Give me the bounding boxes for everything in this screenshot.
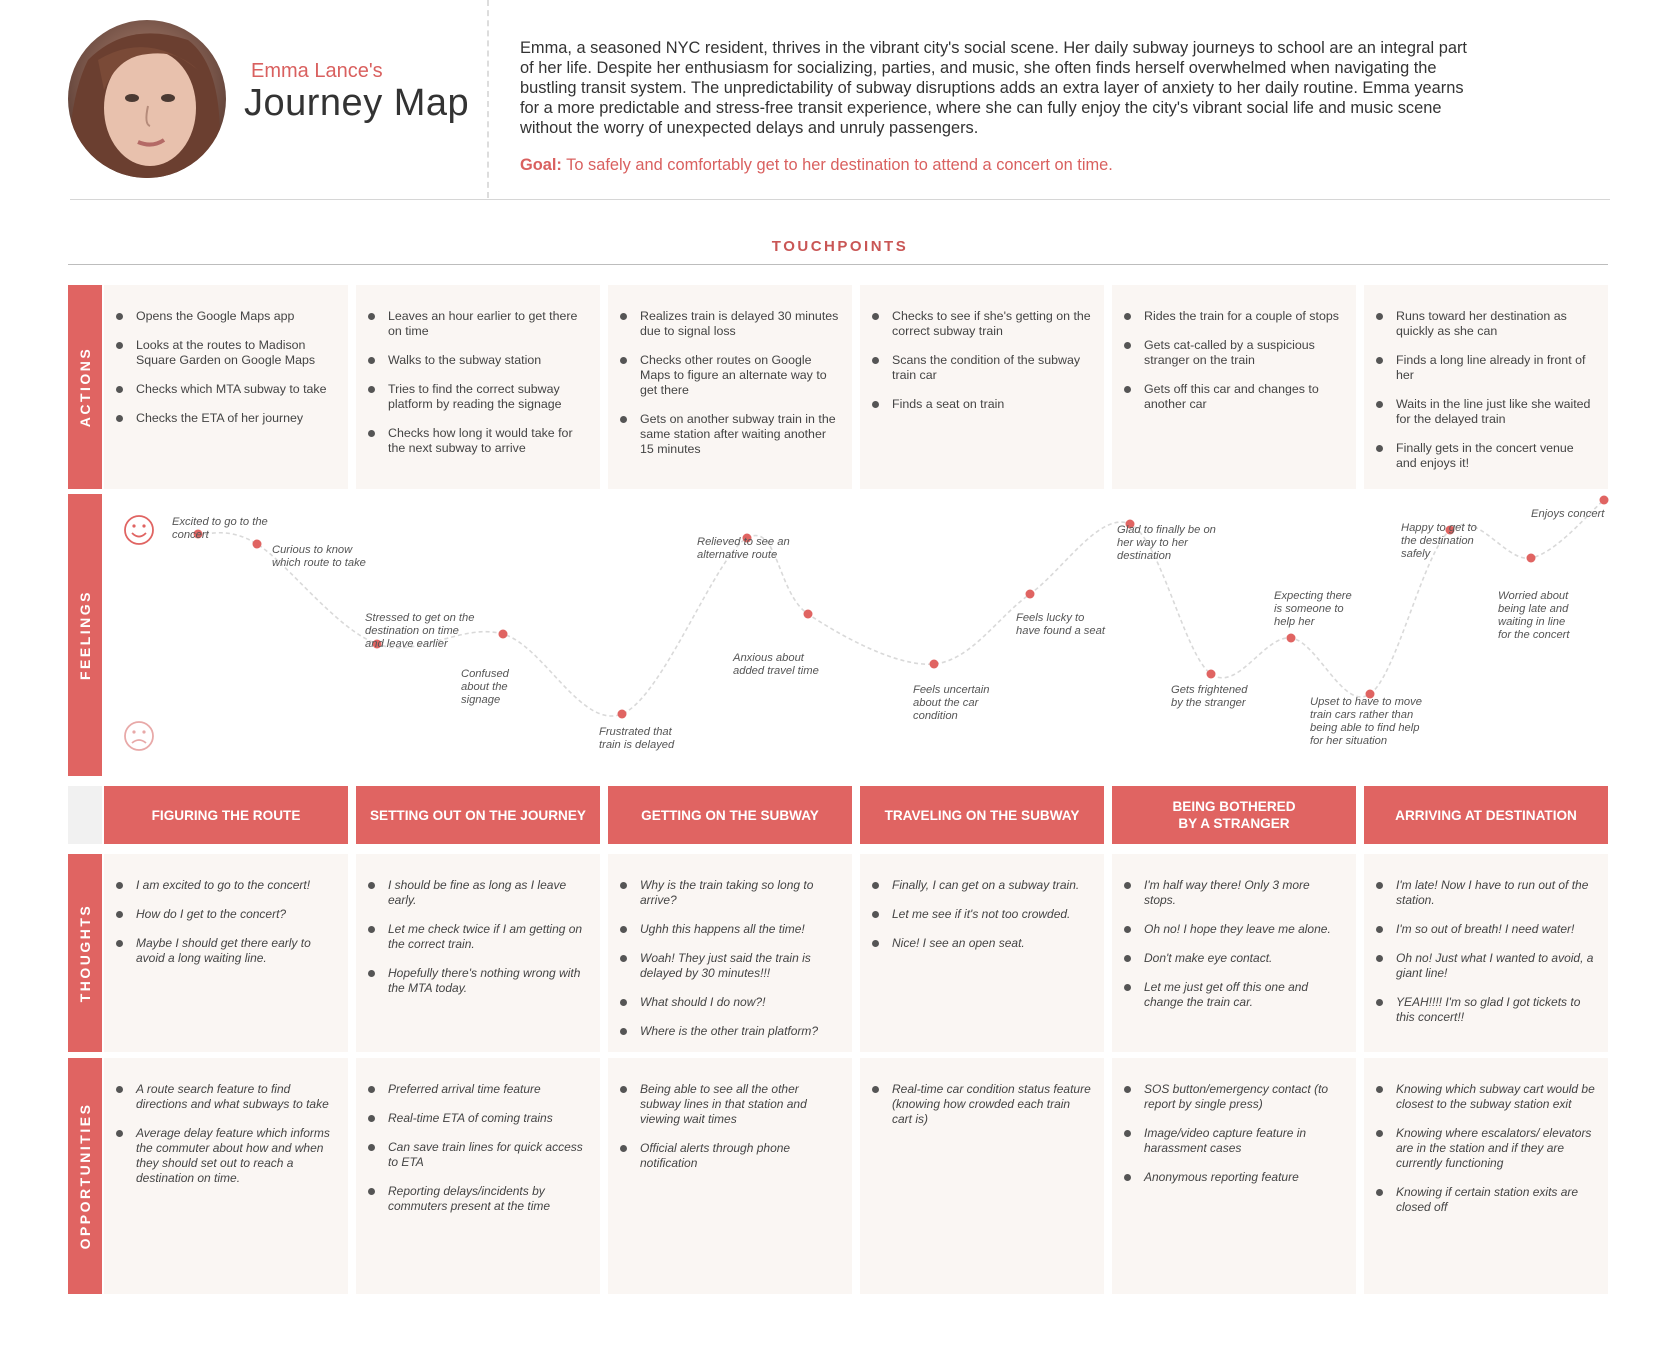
stage-header-2: SETTING OUT ON THE JOURNEY: [356, 786, 600, 844]
feeling-label-6: Relieved to see an alternative route: [697, 536, 790, 561]
feeling-label-10: Glad to finally be on her way to her destination: [1117, 524, 1216, 562]
feeling-label-13: Upset to have to move train cars rather than being able to find help for her situation: [1310, 696, 1422, 747]
feeling-label-16: Enjoys concert: [1531, 508, 1605, 520]
feeling-point-15: [1527, 554, 1536, 563]
thoughts-item: Let me see if it's not too crowded.: [892, 907, 1092, 922]
thoughts-item: Woah! They just said the train is delayed by 30 minutes!!!: [640, 951, 840, 981]
actions-list: [1364, 285, 1608, 471]
thoughts-list: [608, 854, 852, 1039]
thoughts-item: How do I get to the concert?: [136, 907, 336, 922]
actions-item: Runs toward her destination as quickly as she can: [1396, 309, 1596, 339]
opportunities-item: Real-time ETA of coming trains: [388, 1111, 588, 1126]
feeling-point-16: [1600, 496, 1609, 505]
actions-item: Checks the ETA of her journey: [136, 411, 336, 426]
stage-bar-spacer: [68, 786, 102, 844]
thoughts-item: I'm late! Now I have to run out of the station.: [1396, 878, 1596, 908]
feeling-label-9: Feels lucky to have found a seat: [1016, 612, 1105, 637]
actions-card-1: [104, 285, 348, 489]
thoughts-card-3: [608, 854, 852, 1052]
feeling-label-5: Frustrated that train is delayed: [599, 726, 675, 751]
feelings-chart: [102, 494, 1612, 776]
opportunities-card-6: [1364, 1058, 1608, 1294]
feeling-label-1: Excited to go to the concert: [172, 516, 268, 541]
persona-name: Emma Lance's: [251, 60, 383, 82]
thoughts-list: [1112, 854, 1356, 1010]
actions-item: Rides the train for a couple of stops: [1144, 309, 1344, 324]
actions-card-3: [608, 285, 852, 489]
thoughts-item: Let me check twice if I am getting on the correct train.: [388, 922, 588, 952]
persona-avatar: [68, 20, 226, 178]
feeling-point-11: [1207, 670, 1216, 679]
thoughts-item: Ughh this happens all the time!: [640, 922, 840, 937]
opportunities-item: Image/video capture feature in harassment cases: [1144, 1126, 1344, 1156]
thoughts-card-5: [1112, 854, 1356, 1052]
row-label-opportunities: OPPORTUNITIES: [68, 1058, 102, 1294]
actions-list: [860, 285, 1104, 412]
actions-item: Checks how long it would take for the next subway to arrive: [388, 426, 588, 456]
opportunities-list: [1112, 1058, 1356, 1185]
thoughts-card-1: [104, 854, 348, 1052]
actions-list: [356, 285, 600, 456]
actions-list: [104, 285, 348, 426]
opportunities-list: [860, 1058, 1104, 1127]
actions-item: Scans the condition of the subway train car: [892, 353, 1092, 383]
thoughts-item: Where is the other train platform?: [640, 1024, 840, 1039]
thoughts-item: Hopefully there's nothing wrong with the MTA today.: [388, 966, 588, 996]
header-rule: [70, 199, 1610, 200]
opportunities-card-4: [860, 1058, 1104, 1294]
actions-card-2: [356, 285, 600, 489]
actions-card-4: [860, 285, 1104, 489]
stage-header-4: TRAVELING ON THE SUBWAY: [860, 786, 1104, 844]
actions-item: Finds a seat on train: [892, 397, 1092, 412]
actions-item: Waits in the line just like she waited for the delayed train: [1396, 397, 1596, 427]
opportunities-item: Official alerts through phone notification: [640, 1141, 840, 1171]
feeling-label-12: Expecting there is someone to help her: [1274, 590, 1352, 628]
actions-list: [1112, 285, 1356, 412]
sad-face-icon: [125, 722, 153, 750]
feeling-point-12: [1287, 634, 1296, 643]
opportunities-card-2: [356, 1058, 600, 1294]
thoughts-item: I am excited to go to the concert!: [136, 878, 336, 893]
opportunities-card-1: [104, 1058, 348, 1294]
thoughts-item: Nice! I see an open seat.: [892, 936, 1092, 951]
stage-header-3: GETTING ON THE SUBWAY: [608, 786, 852, 844]
thoughts-card-2: [356, 854, 600, 1052]
opportunities-list: [608, 1058, 852, 1171]
opportunities-item: Real-time car condition status feature (knowing how crowded each train cart is): [892, 1082, 1091, 1126]
opportunities-item: Can save train lines for quick access to ETA: [388, 1140, 588, 1170]
row-label-feelings: FEELINGS: [68, 494, 102, 776]
thoughts-item: I should be fine as long as I leave early.: [388, 878, 588, 908]
section-rule: [68, 264, 1608, 265]
row-label-actions: ACTIONS: [68, 285, 102, 489]
actions-item: Checks to see if she's getting on the correct subway train: [892, 309, 1091, 338]
thoughts-item: Don't make eye contact.: [1144, 951, 1344, 966]
actions-item: Checks which MTA subway to take: [136, 382, 336, 397]
thoughts-card-4: [860, 854, 1104, 1052]
feeling-label-4: Confused about the signage: [461, 668, 509, 706]
actions-item: Leaves an hour earlier to get there on time: [388, 309, 588, 339]
thoughts-item: Let me just get off this one and change the train car.: [1144, 980, 1344, 1010]
opportunities-item: Knowing which subway cart would be closest to the subway station exit: [1396, 1082, 1595, 1111]
stage-header-1: FIGURING THE ROUTE: [104, 786, 348, 844]
actions-item: Gets off this car and changes to another car: [1144, 382, 1344, 412]
persona-goal: [520, 156, 1113, 175]
opportunities-item: Being able to see all the other subway lines in that station and viewing wait times: [640, 1082, 840, 1127]
thoughts-card-6: [1364, 854, 1608, 1052]
thoughts-item: Oh no! Just what I wanted to avoid, a giant line!: [1396, 951, 1596, 981]
thoughts-item: Maybe I should get there early to avoid a long waiting line.: [136, 936, 336, 966]
actions-item: Finds a long line already in front of her: [1396, 353, 1596, 383]
feeling-label-8: Feels uncertain about the car condition: [913, 684, 990, 722]
feeling-label-14: Happy to get to the destination safely: [1401, 522, 1477, 560]
opportunities-item: Anonymous reporting feature: [1144, 1170, 1344, 1185]
actions-card-6: [1364, 285, 1608, 489]
opportunities-card-3: [608, 1058, 852, 1294]
actions-item: Gets on another subway train in the same station after waiting another 15 minutes: [640, 412, 840, 457]
persona-portrait: [68, 20, 226, 178]
feeling-label-15: Worried about being late and waiting in line for the concert: [1498, 590, 1570, 641]
feeling-label-3: Stressed to get on the destination on time and leave earlier: [365, 612, 475, 650]
thoughts-item: Why is the train taking so long to arrive?: [640, 878, 840, 908]
feeling-label-7: Anxious about added travel time: [733, 652, 819, 677]
stage-header-5: BEING BOTHERED BY A STRANGER: [1112, 786, 1356, 844]
thoughts-item: Oh no! I hope they leave me alone.: [1144, 922, 1344, 937]
thoughts-item: Finally, I can get on a subway train.: [892, 878, 1092, 893]
actions-item: Finally gets in the concert venue and enjoys it!: [1396, 441, 1596, 471]
actions-item: Opens the Google Maps app: [136, 309, 336, 324]
thoughts-list: [356, 854, 600, 996]
opportunities-list: [104, 1058, 348, 1186]
feeling-point-9: [1026, 590, 1035, 599]
opportunities-item: SOS button/emergency contact (to report by single press): [1144, 1082, 1344, 1112]
opportunities-item: A route search feature to find directions and what subways to take: [136, 1082, 336, 1112]
actions-item: Realizes train is delayed 30 minutes due to signal loss: [640, 309, 839, 338]
thoughts-item: What should I do now?!: [640, 995, 840, 1010]
opportunities-item: Knowing if certain station exits are closed off: [1396, 1185, 1596, 1215]
actions-card-5: [1112, 285, 1356, 489]
actions-item: Gets cat-called by a suspicious stranger on the train: [1144, 338, 1344, 368]
actions-item: Walks to the subway station: [388, 353, 588, 368]
opportunities-item: Reporting delays/incidents by commuters present at the time: [388, 1184, 588, 1214]
feeling-point-5: [618, 710, 627, 719]
goal-text: To safely and comfortably get to her destination to attend a concert on time.: [566, 156, 1113, 174]
opportunities-list: [356, 1058, 600, 1214]
actions-item: Checks other routes on Google Maps to figure an alternate way to get there: [640, 353, 840, 398]
actions-item: Looks at the routes to Madison Square Garden on Google Maps: [136, 338, 336, 368]
opportunities-item: Average delay feature which informs the commuter about how and when they should set out to reach a destination on time.: [136, 1126, 336, 1186]
row-label-thoughts: THOUGHTS: [68, 854, 102, 1052]
persona-bio: Emma, a seasoned NYC resident, thrives in the vibrant city's social scene. Her daily subway journeys to school are an integral part of her life. Despite her enthusiasm for socializing, parties, and music, she often finds herself overwhelmed when navigating the bustling transit system. The unpredictability of subway disruptions adds an extra layer of anxiety to her daily routine. Emma yearns for a more predictable and stress-free transit experience, where she can fully enjoy the city's vibrant social life and music scene without the worry of unexpected delays and unruly passengers.: [520, 39, 1467, 137]
feelings-curve-line: [198, 500, 1604, 716]
feeling-label-2: Curious to know which route to take: [272, 544, 366, 569]
smiley-face-icon: [125, 516, 153, 544]
opportunities-card-5: [1112, 1058, 1356, 1294]
header-divider: [487, 0, 489, 198]
actions-list: [608, 285, 852, 457]
thoughts-item: YEAH!!!! I'm so glad I got tickets to this concert!!: [1396, 995, 1596, 1025]
opportunities-list: [1364, 1058, 1608, 1215]
thoughts-list: [104, 854, 348, 966]
section-title: TOUCHPOINTS: [771, 238, 909, 255]
page-title: Journey Map: [244, 82, 470, 124]
feeling-point-8: [930, 660, 939, 669]
feeling-point-4: [499, 630, 508, 639]
thoughts-list: [860, 854, 1104, 951]
thoughts-list: [1364, 854, 1608, 1025]
stage-header-6: ARRIVING AT DESTINATION: [1364, 786, 1608, 844]
feeling-point-7: [804, 610, 813, 619]
opportunities-item: Preferred arrival time feature: [388, 1082, 588, 1097]
opportunities-item: Knowing where escalators/ elevators are in the station and if they are currently functioning: [1396, 1126, 1596, 1171]
actions-item: Tries to find the correct subway platform by reading the signage: [388, 382, 588, 412]
thoughts-item: I'm half way there! Only 3 more stops.: [1144, 878, 1344, 908]
feeling-label-11: Gets frightened by the stranger: [1171, 684, 1248, 709]
thoughts-item: I'm so out of breath! I need water!: [1396, 922, 1596, 937]
goal-label: Goal:: [520, 156, 562, 174]
